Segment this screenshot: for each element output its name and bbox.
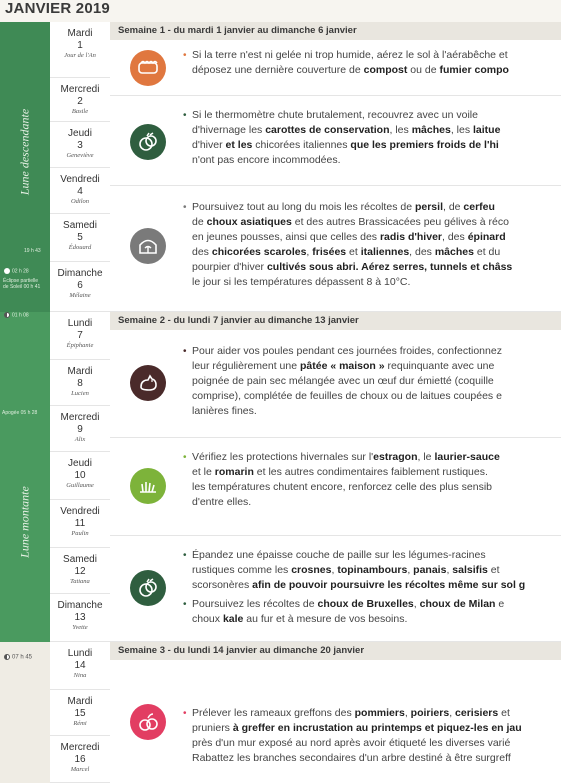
entry-paragraph [183,200,561,290]
text-line: Rabattez les branches secondaires d'un arbre destiné à être surgreff [192,752,511,764]
text-line: Épandez une épaisse couche de paille sur les légumes-racines [192,549,486,561]
day-cell: Mercredi 9 Alix [50,406,110,452]
day-cell: Vendredi 11 Paulin [50,500,110,548]
greenhouse-icon [130,228,166,264]
month-title: JANVIER 2019 [5,0,110,17]
text-line: lanières fines. [192,405,257,417]
entry-text [183,706,561,770]
text-line: comprise), complétée de feuilles de choux ou de laitues coupées e [192,390,502,402]
text-line: leur régulièrement une pâtée « maison » requinquante avec une [192,360,495,372]
moon-gap [0,642,50,783]
text-line: de choux asiatiques et des autres Brassicacées peu gélives à réco [192,216,509,228]
entry-row [110,536,561,642]
day-cell: Mardi 8 Lucien [50,360,110,406]
soil-icon [130,50,166,86]
day-cell: Mardi 1 Jour de l'An [50,22,110,78]
bullet-icon: • [183,346,187,357]
text-line: rustiques comme les crosnes, topinambours, panais, salsifis et [192,564,500,576]
text-line: scorsonères afin de pouvoir poursuivre les récoltes même sur sol g [192,579,526,591]
entry-row [110,438,561,536]
text-line: le jour si les températures dépassent 8 à 10°C. [192,276,411,288]
text-line: d'entre elles. [192,496,252,508]
day-cell: Dimanche 13 Yvette [50,594,110,642]
content-area [110,22,561,783]
day-cell: Samedi 12 Tatiana [50,548,110,594]
bullet-icon: • [183,50,187,61]
header [0,0,561,20]
text-line: Pour aider vos poules pendant ces journées froides, confectionnez [192,345,502,357]
entry-text [183,548,561,631]
moon-note: 19 h 43 [24,248,41,254]
day-cell: Mardi 15 Rémi [50,690,110,736]
day-cell: Mercredi 16 Marcel [50,736,110,783]
entry-text [183,344,561,423]
entry-text [183,200,561,294]
entry-paragraph [183,108,561,168]
text-line: d'hiver et les chicorées italiennes que les premiers froids de l'hi [192,139,499,151]
entry-paragraph [183,548,561,593]
day-column [50,22,111,783]
new-moon-icon [4,654,10,660]
moon-note: 07 h 45 [4,654,32,661]
text-line: d'hivernage les carottes de conservation, les mâches, les laitue [192,124,501,136]
text-line: Poursuivez les récoltes de choux de Bruxelles, choux de Milan e [192,598,505,610]
text-line: Si la terre n'est ni gelée ni trop humide, aérez le sol à l'aérabêche et [192,49,508,61]
vegetable-icon [130,124,166,160]
week-header: Semaine 1 - du mardi 1 janvier au dimanche 6 janvier [110,22,561,40]
bullet-icon: • [183,202,187,213]
day-cell: Jeudi 10 Guillaume [50,452,110,500]
day-cell: Vendredi 4 Odilon [50,168,110,214]
hen-icon [130,365,166,401]
day-cell: Jeudi 3 Geneviève [50,122,110,168]
herbs-icon [130,468,166,504]
text-line: n'ont pas encore incommodées. [192,154,341,166]
entry-paragraph [183,344,561,419]
text-line: les températures chutent encore, renforcez celle des plus sensib [192,481,492,493]
moon-note: Apogée 05 h 28 [2,410,38,416]
week-header: Semaine 2 - du lundi 7 janvier au dimanche 13 janvier [110,312,561,330]
bullet-icon: • [183,110,187,121]
moon-note: 01 h 08 [4,312,29,318]
bullet-icon: • [183,452,187,463]
text-line: poignée de pain sec mélangée avec un œuf dur émietté (coquille [192,375,494,387]
rising-moon-label: Lune montante [17,486,32,558]
fruit-icon [130,704,166,740]
day-cell: Dimanche 6 Mélaine [50,262,110,312]
text-line: choux kale au fur et à mesure de vos besoins. [192,613,408,625]
text-line: déposez une dernière couverture de compost ou de fumier compo [192,64,509,76]
moon-note: 02 h 28 [4,268,29,274]
entry-paragraph [183,597,561,627]
text-line: et le romarin et les autres condimentaires faiblement rustiques. [192,466,488,478]
text-line: pruniers à greffer en incrustation au printemps et piquez-les en jau [192,722,522,734]
rising-moon-band [0,312,50,642]
day-cell: Lundi 14 Nina [50,642,110,690]
moon-note: de Soleil 00 h 41 [3,284,41,290]
bullet-icon: • [183,599,187,610]
text-line: en jeunes pousses, ainsi que celles des radis d'hiver, des épinard [192,231,506,243]
descending-moon-label: Lune descendante [17,108,32,196]
week-header: Semaine 3 - du lundi 14 janvier au dimanche 20 janvier [110,642,561,660]
entry-paragraph [183,450,561,510]
moon-strip [0,22,50,783]
entry-text [183,450,561,514]
entry-row [110,660,561,783]
last-quarter-icon [4,312,10,318]
text-line: Poursuivez tout au long du mois les récoltes de persil, de cerfeu [192,201,495,213]
entry-row [110,40,561,96]
day-cell: Mercredi 2 Basile [50,78,110,122]
text-line: des chicorées scaroles, frisées et italiennes, des mâches et du [192,246,501,258]
text-line: près d'un mur exposé au nord après avoir étiqueté les diverses varié [192,737,511,749]
entry-paragraph [183,706,561,766]
text-line: Vérifiez les protections hivernales sur l'estragon, le laurier-sauce [192,451,500,463]
entry-text [183,108,561,172]
text-line: pourpier d'hiver cultivés sous abri. Aérez serres, tunnels et châss [192,261,513,273]
entry-text [183,48,561,82]
entry-row [110,330,561,438]
full-moon-icon [4,268,10,274]
text-line: Prélever les rameaux greffons des pommiers, poiriers, cerisiers et [192,707,510,719]
moon-note: Éclipse partielle [3,278,39,284]
bullet-icon: • [183,550,187,561]
day-cell: Lundi 7 Épiphanie [50,312,110,360]
entry-row [110,186,561,312]
text-line: Si le thermomètre chute brutalement, recouvrez avec un voile [192,109,478,121]
entry-paragraph [183,48,561,78]
bullet-icon: • [183,708,187,719]
entry-row [110,96,561,186]
vegetable2-icon [130,570,166,606]
day-cell: Samedi 5 Édouard [50,214,110,262]
